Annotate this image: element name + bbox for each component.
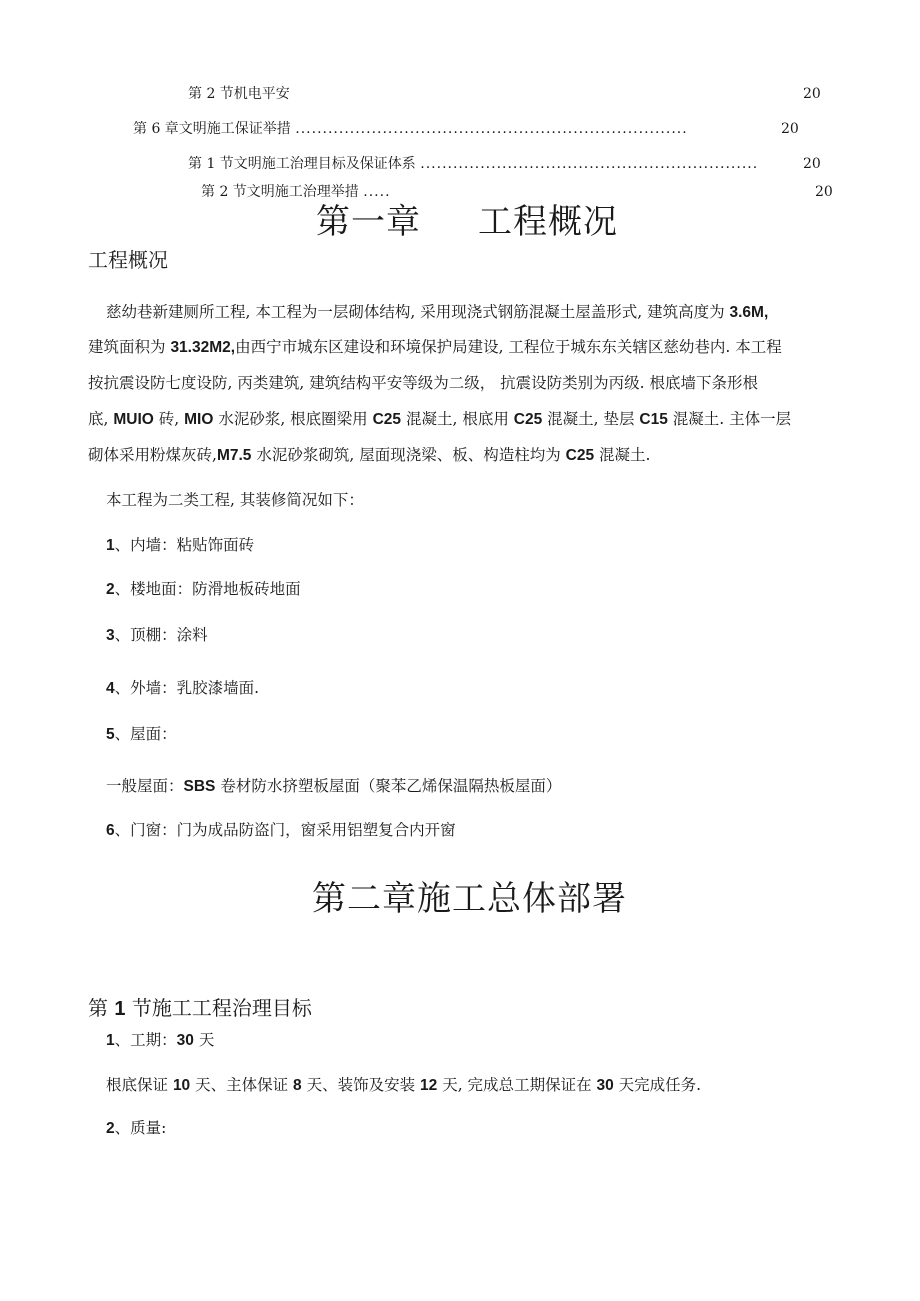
text-bold: 10 (172, 1077, 191, 1094)
text: 混凝土, 根底用 (401, 410, 514, 428)
text-bold: C25 (565, 447, 595, 464)
list-text: 、门窗：门为成品防盗门，窗采用铝塑复合内开窗 (114, 821, 456, 839)
toc-leader-dots: .............................................................. (420, 156, 759, 172)
list-text: 、顶棚：涂料 (114, 626, 208, 644)
toc-label: 第 1 节文明施工治理目标及保证体系 (188, 156, 416, 172)
text-bold: 3.6M, (729, 304, 769, 321)
list-item (106, 820, 456, 841)
text-bold: 1 (114, 998, 126, 1020)
text: 根底保证 (106, 1076, 173, 1094)
toc-page-number: 20 (803, 86, 821, 102)
paragraph-line (106, 1075, 701, 1096)
paragraph-line (88, 373, 758, 393)
list-item (106, 535, 254, 556)
toc-entry[interactable] (133, 119, 688, 139)
toc-leader-dots: ..... (363, 184, 391, 200)
text: 卷材防水挤塑板屋面（聚苯乙烯保温隔热板屋面） (215, 777, 562, 795)
toc-label: 第 6 章文明施工保证举措 (133, 121, 291, 137)
list-item (106, 1030, 214, 1051)
list-number: 3 (106, 627, 115, 644)
list-text: 、质量: (114, 1119, 167, 1137)
list-item (106, 625, 208, 646)
text: 慈幼巷新建厕所工程, 本工程为一层砌体结构, 采用现浇式钢筋混凝土屋盖形式, 建筑高度为 (106, 303, 730, 321)
chapter-title: 工程概况 (478, 202, 618, 242)
list-number: 1 (106, 1032, 115, 1049)
paragraph-line (88, 409, 791, 430)
text-bold: 8 (293, 1077, 302, 1094)
text-bold: SBS (183, 778, 216, 795)
text: 砖, (153, 410, 185, 428)
list-item (106, 579, 301, 600)
chapter-title: 第二章施工总体部署 (312, 879, 627, 919)
list-number: 6 (106, 822, 115, 839)
toc-entry[interactable] (188, 84, 290, 104)
text: 混凝土, 垫层 (542, 410, 640, 428)
list-text: 、屋面： (114, 725, 177, 743)
text: 底, (88, 410, 114, 428)
toc-label: 第 2 节机电平安 (188, 86, 290, 102)
toc-page-number: 20 (815, 184, 833, 200)
list-number: 1 (106, 537, 115, 554)
section-heading: 工程概况 (88, 248, 168, 272)
text-bold: M7.5 (216, 447, 252, 464)
list-number: 5 (106, 726, 115, 743)
toc-label: 第 2 节文明施工治理举措 (201, 184, 359, 200)
text-bold: MUIO (113, 411, 154, 428)
paragraph-line (88, 445, 650, 466)
section-heading (88, 994, 312, 1023)
toc-leader-dots: ........................................................................ (295, 121, 688, 137)
text: 混凝土. 主体一层 (667, 410, 792, 428)
text: 一般屋面： (106, 777, 184, 795)
text: 建筑面积为 (88, 338, 171, 356)
toc-entry[interactable] (188, 154, 758, 174)
text-bold: C25 (372, 411, 402, 428)
list-item (106, 678, 259, 699)
paragraph-line (106, 302, 768, 323)
chapter-title: 第一章 (316, 202, 421, 242)
text: 天、装饰及安装 (301, 1076, 421, 1094)
text: 按抗震设防七度设防, 丙类建筑, 建筑结构平安等级为二级， 抗震设防类别为丙级. 根底墙下条形根 (88, 374, 758, 392)
text: 第 (88, 996, 115, 1020)
text-bold: C15 (639, 411, 668, 428)
text: 砌体采用粉煤灰砖, (88, 446, 217, 464)
list-text: 、内墙：粘贴饰面砖 (114, 536, 255, 554)
text: 由西宁市城东区建设和环境保护局建设, 工程位于城东东关辖区慈幼巷内. 本工程 (235, 338, 782, 356)
text: 天、主体保证 (190, 1076, 294, 1094)
text-bold: C25 (513, 411, 543, 428)
text-bold: 30 (176, 1032, 194, 1049)
list-number: 4 (106, 680, 115, 697)
text: 水泥砂浆, 根底圈梁用 (213, 410, 373, 428)
text: 天, 完成总工期保证在 (437, 1076, 597, 1094)
list-text: 、外墙：乳胶漆墙面. (114, 679, 260, 697)
text-bold: 31.32M2, (170, 339, 236, 356)
list-text: 、工期： (114, 1031, 177, 1049)
list-text: 、楼地面：防滑地板砖地面 (114, 580, 301, 598)
paragraph-line (106, 776, 561, 797)
text: 节施工工程治理目标 (125, 996, 312, 1020)
list-item (106, 724, 177, 745)
toc-page-number: 20 (803, 156, 821, 172)
list-item (106, 1118, 166, 1139)
text-bold: 30 (596, 1077, 614, 1094)
text: 混凝土. (594, 446, 651, 464)
text-bold: 12 (420, 1077, 438, 1094)
toc-page-number: 20 (781, 121, 799, 137)
text-bold: MIO (184, 411, 214, 428)
paragraph-line (88, 337, 782, 358)
text: 天 (193, 1031, 215, 1049)
paragraph-line: 本工程为二类工程, 其装修简况如下： (106, 491, 364, 509)
toc-entry[interactable] (201, 182, 391, 202)
text: 水泥砂浆砌筑, 屋面现浇梁、板、构造柱均为 (251, 446, 566, 464)
text: 天完成任务. (613, 1076, 702, 1094)
list-number: 2 (106, 581, 115, 598)
list-number: 2 (106, 1120, 115, 1137)
